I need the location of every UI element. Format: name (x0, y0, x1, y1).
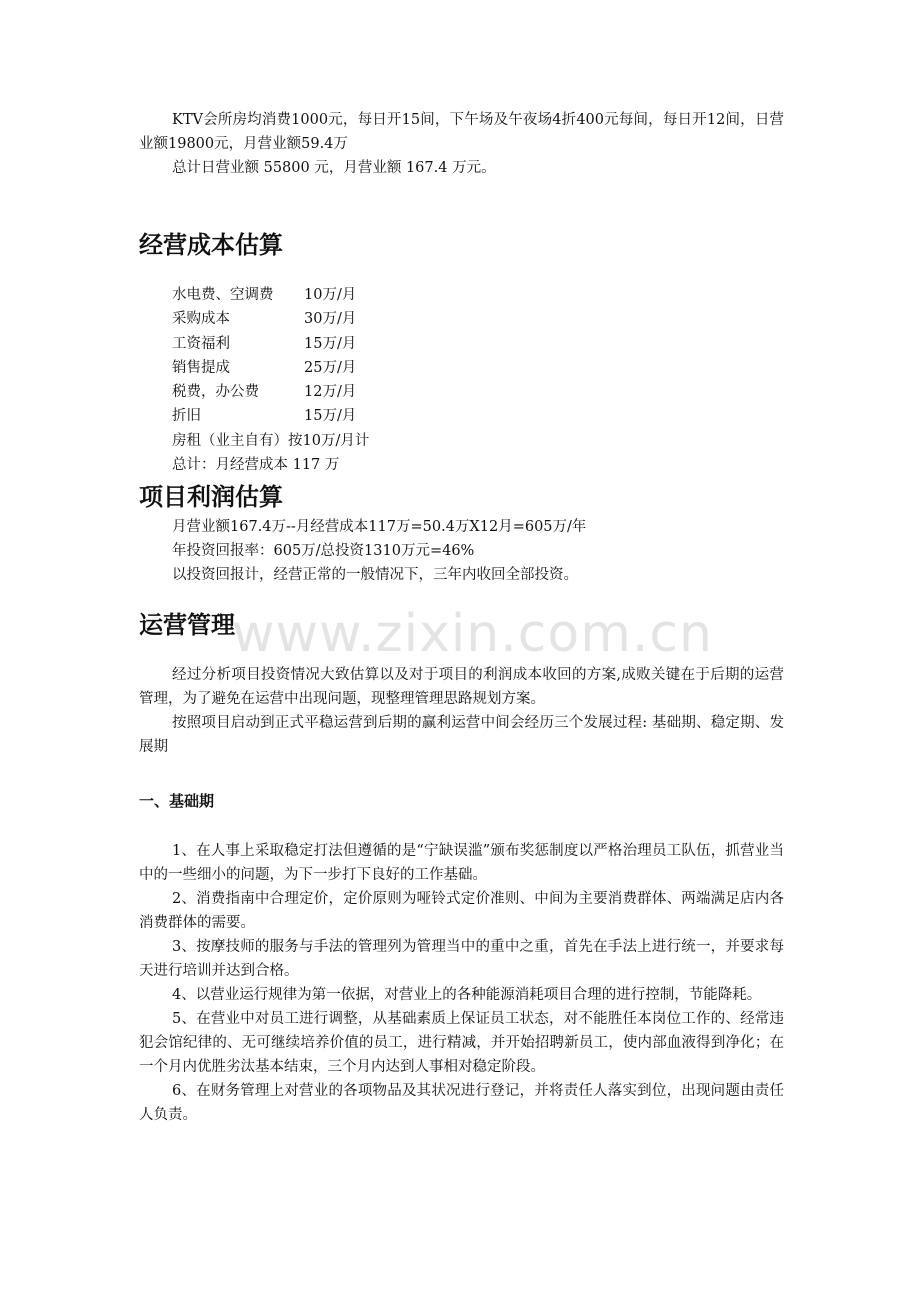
cost-section-title: 经营成本估算 (139, 231, 283, 259)
basic-item: 1、在人事上采取稳定打法但遵循的是“宁缺误滥”颁布奖惩制度以严格治理员工队伍，抓营业当中的一些细小的问题，为下一步打下良好的工作基础。 (139, 843, 784, 884)
cost-item-value: 15万/月 (304, 335, 357, 352)
cost-item-name: 折旧 (172, 408, 201, 425)
ops-paragraph-2: 按照项目启动到正式平稳运营到后期的赢利运营中间会经历三个发展过程: 基础期、稳定期、发展期 (139, 715, 784, 756)
basic-item: 3、按摩技师的服务与手法的管理列为管理当中的重中之重，首先在手法上进行统一，并要求每天进行培训并达到合格。 (139, 939, 784, 980)
profit-line: 以投资回报计，经营正常的一般情况下，三年内收回全部投资。 (172, 567, 578, 584)
cost-item (139, 380, 784, 404)
ops-paragraph-1: 经过分析项目投资情况大致估算以及对于项目的利润成本收回的方案,成败关键在于后期的运营管理，为了避免在运营中出现问题，现整理管理思路规划方案。 (139, 667, 784, 708)
cost-item-name: 工资福利 (172, 335, 230, 352)
cost-item-value: 25万/月 (304, 359, 357, 376)
cost-item-name: 水电费、空调费 (172, 287, 274, 303)
cost-item-value: 15万/月 (304, 408, 357, 425)
cost-list (139, 283, 784, 477)
cost-item (139, 332, 784, 356)
basic-item: 4、以营业运行规律为第一依据，对营业上的各种能源消耗项目合理的进行控制，节能降耗。 (172, 987, 762, 1004)
intro-paragraph-2: 总计日营业额 55800 元，月营业额 167.4 万元。 (172, 160, 496, 176)
basic-section-title: 一、基础期 (139, 792, 215, 811)
cost-rent-text: 房租（业主自有）按10万/月计 (172, 432, 370, 449)
cost-item-name: 销售提成 (172, 359, 230, 376)
basic-item: 6、在财务管理上对营业的各项物品及其状况进行登记，并将责任人落实到位，出现问题由责任人负责。 (139, 1083, 784, 1124)
cost-item-value: 10万/月 (304, 287, 357, 303)
cost-item (139, 307, 784, 331)
intro-paragraph-1: KTV会所房均消费1000元，每日开15间，下午场及午夜场4折400元每间，每日开12间，日营业额19800元，月营业额59.4万 (139, 112, 784, 152)
cost-item-value: 30万/月 (304, 311, 357, 328)
ops-section-title: 运营管理 (139, 611, 235, 640)
cost-rent (139, 429, 784, 453)
basic-item: 5、在营业中对员工进行调整，从基础素质上保证员工状态，对不能胜任本岗位工作的、经常违犯会馆纪律的、无可继续培养价值的员工，进行精减，并开始招聘新员工，使内部血液得到净化；在一个月内优胜劣汰基本结束，三个月内达到人事相对稳定阶段。 (139, 1011, 784, 1076)
cost-total (139, 453, 784, 477)
cost-item-value: 12万/月 (304, 384, 357, 401)
profit-line: 年投资回报率：605万/总投资1310万元=46% (172, 543, 475, 560)
basic-item: 2、消费指南中合理定价，定价原则为哑铃式定价准则、中间为主要消费群体、两端满足店内各消费群体的需要。 (139, 891, 784, 932)
profit-section-title: 项目利润估算 (139, 483, 283, 512)
cost-item-name: 采购成本 (172, 311, 230, 328)
cost-item (139, 356, 784, 380)
cost-total-text: 总计：月经营成本 117 万 (172, 457, 340, 474)
watermark: www.zixin.com.cn (232, 604, 713, 664)
cost-item-name: 税费，办公费 (172, 384, 259, 401)
cost-item (139, 404, 784, 428)
cost-item (139, 283, 784, 307)
profit-line: 月营业额167.4万--月经营成本117万=50.4万X12月=605万/年 (172, 519, 587, 536)
document-page (139, 108, 784, 1127)
